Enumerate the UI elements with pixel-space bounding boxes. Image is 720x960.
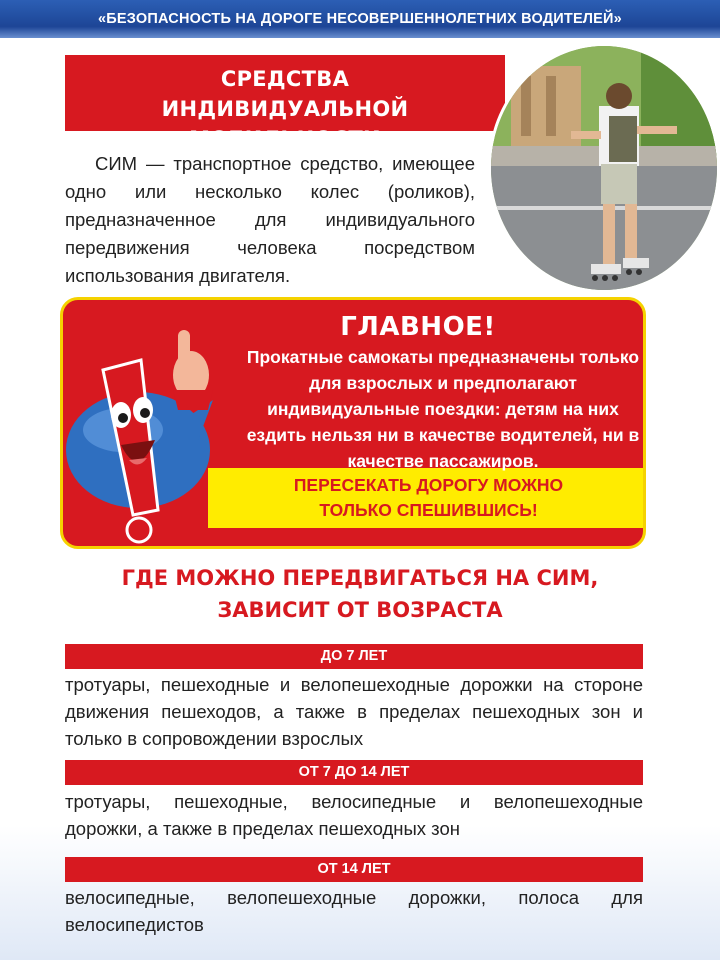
- cross-road-warning-line1: ПЕРЕСЕКАТЬ ДОРОГУ МОЖНО: [293, 475, 564, 495]
- section-title-line2: ЗАВИСИТ ОТ ВОЗРАСТА: [217, 598, 503, 622]
- page-title: [65, 55, 505, 151]
- exclamation-mascot-icon: [63, 320, 263, 549]
- section-title-line1: ГДЕ МОЖНО ПЕРЕДВИГАТЬСЯ НА СИМ,: [121, 566, 599, 590]
- important-notice-box: [60, 297, 646, 549]
- cross-road-warning-line2: ТОЛЬКО СПЕШИВШИСЬ!: [319, 500, 538, 520]
- cross-road-warning: [208, 468, 646, 528]
- sim-definition: СИМ — транспортное средство, имеющее одно или несколько колес (роликов), предназначенное для индивидуального передвижения человека посредством использования двигателя.: [65, 153, 475, 286]
- main-notice-text: Прокатные самокаты предназначены только для взрослых и предполагают индивидуальные поездки: детям на них ездить нельзя ни в качестве водителей, ни в качестве пассажиров.: [246, 347, 640, 471]
- age-text-7-to-14: тротуары, пешеходные, велосипедные и велопешеходные дорожки, а также в пределах пешеходных зон: [65, 791, 643, 839]
- page-title-line2: ИНДИВИДУАЛЬНОЙ МОБИЛЬНОСТИ: [161, 97, 409, 151]
- page-title-line1: СРЕДСТВА: [220, 67, 350, 91]
- age-bar-over-14: ОТ 14 ЛЕТ: [65, 857, 643, 882]
- age-text-under-7: тротуары, пешеходные и велопешеходные дорожки на стороне движения пешеходов, а также в пределах пешеходных зон и только в сопровождении взрослых: [65, 674, 643, 749]
- main-heading: ГЛАВНОЕ!: [340, 312, 496, 342]
- age-bar-7-to-14: ОТ 7 ДО 14 ЛЕТ: [65, 760, 643, 785]
- age-bar-under-7: ДО 7 ЛЕТ: [65, 644, 643, 669]
- age-text-over-14: велосипедные, велопешеходные дорожки, полоса для велосипедистов: [65, 887, 643, 935]
- section-title: [90, 562, 630, 626]
- child-rollerskating-photo: [488, 43, 720, 293]
- top-banner: «БЕЗОПАСНОСТЬ НА ДОРОГЕ НЕСОВЕРШЕННОЛЕТНИХ ВОДИТЕЛЕЙ»: [0, 0, 720, 38]
